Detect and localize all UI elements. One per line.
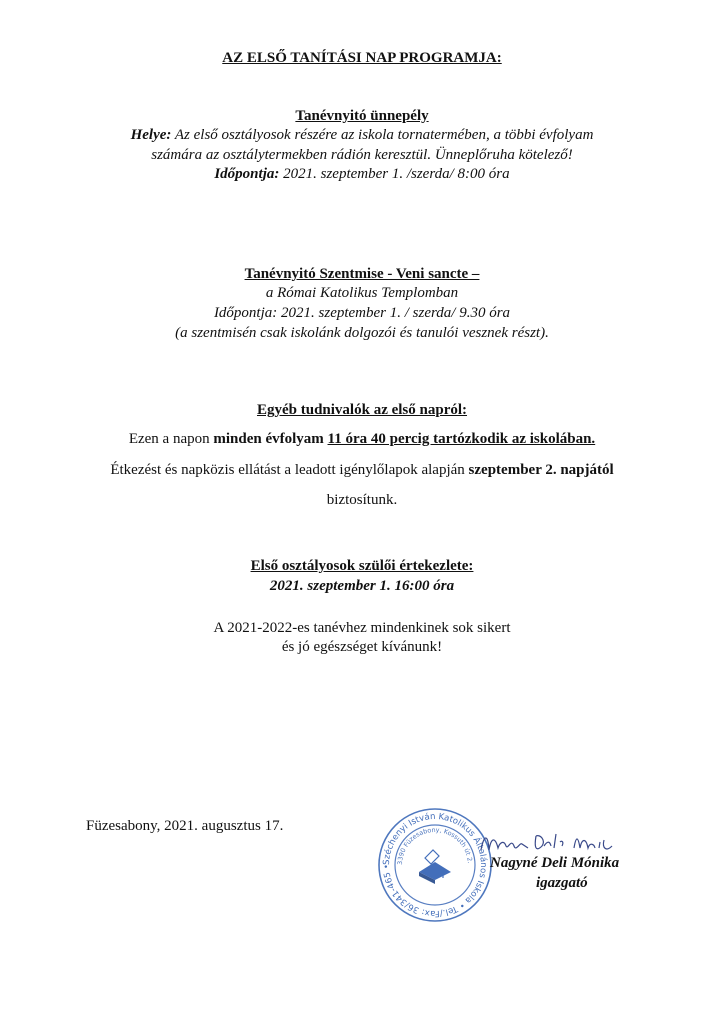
time-text: 2021. szeptember 1. /szerda/ 8:00 óra [279, 166, 510, 182]
section3-line3: biztosítunk. [326, 492, 398, 508]
document-title: AZ ELSŐ TANÍTÁSI NAP PROGRAMJA: [222, 50, 502, 66]
place-label: Helye: [130, 127, 172, 143]
stamp-icon [376, 806, 494, 924]
l1-text-bold: minden évfolyam [213, 431, 324, 447]
section3-heading: Egyéb tudnivalók az első napról: [256, 402, 468, 418]
section3-line1 [0, 431, 724, 448]
place-date: Füzesabony, 2021. augusztus 17. [86, 818, 284, 834]
svg-text:Széchenyi István Katolikus Ált: Széchenyi István Katolikus Általános Iskola • Tel./Fax: 36/341-465 • [381, 811, 489, 919]
school-stamp [376, 806, 494, 924]
l1-text-bold-underlined: 11 óra 40 percig tartózkodik az iskolában. [327, 431, 596, 447]
handwritten-signature [478, 828, 618, 858]
l2-text-a: Étkezést és napközis ellátást a leadott igénylőlapok alapján [110, 462, 469, 478]
section4-date: 2021. szeptember 1. 16:00 óra [269, 578, 455, 594]
signature-role: igazgató [536, 875, 588, 891]
svg-text:3390 Füzesabony, Kossuth út 2.: 3390 Füzesabony, Kossuth út 2. [395, 825, 474, 866]
signature-icon [478, 828, 618, 858]
l1-text-a: Ezen a napon [128, 431, 214, 447]
section3-line2 [0, 462, 724, 479]
section1-heading: Tanévnyitó ünnepély [295, 108, 429, 124]
section2-line1: a Római Katolikus Templomban [265, 285, 459, 301]
l2-text-bold: szeptember 2. napjától [468, 462, 614, 478]
section4-heading: Első osztályosok szülői értekezlete: [250, 558, 474, 574]
section2-line2: Időpontja: 2021. szeptember 1. / szerda/ 9.30 óra [213, 305, 511, 321]
section1-place-line2: számára az osztálytermekben rádión keresztül. Ünneplőruha kötelező! [151, 147, 573, 163]
wish-line1: A 2021-2022-es tanévhez mindenkinek sok sikert [213, 620, 511, 636]
section1-place-line1 [0, 127, 724, 144]
wish-line2: és jó egészséget kívánunk! [281, 639, 443, 655]
section2-heading: Tanévnyitó Szentmise - Veni sancte – [244, 266, 480, 282]
signature-name: Nagyné Deli Mónika [490, 855, 620, 871]
place-text-1: Az első osztályosok részére az iskola tornatermében, a többi évfolyam [171, 127, 594, 143]
section2-line3: (a szentmisén csak iskolánk dolgozói és tanulói vesznek részt). [175, 325, 549, 341]
time-label: Időpontja: [214, 166, 280, 182]
section1-time-line [0, 166, 724, 183]
